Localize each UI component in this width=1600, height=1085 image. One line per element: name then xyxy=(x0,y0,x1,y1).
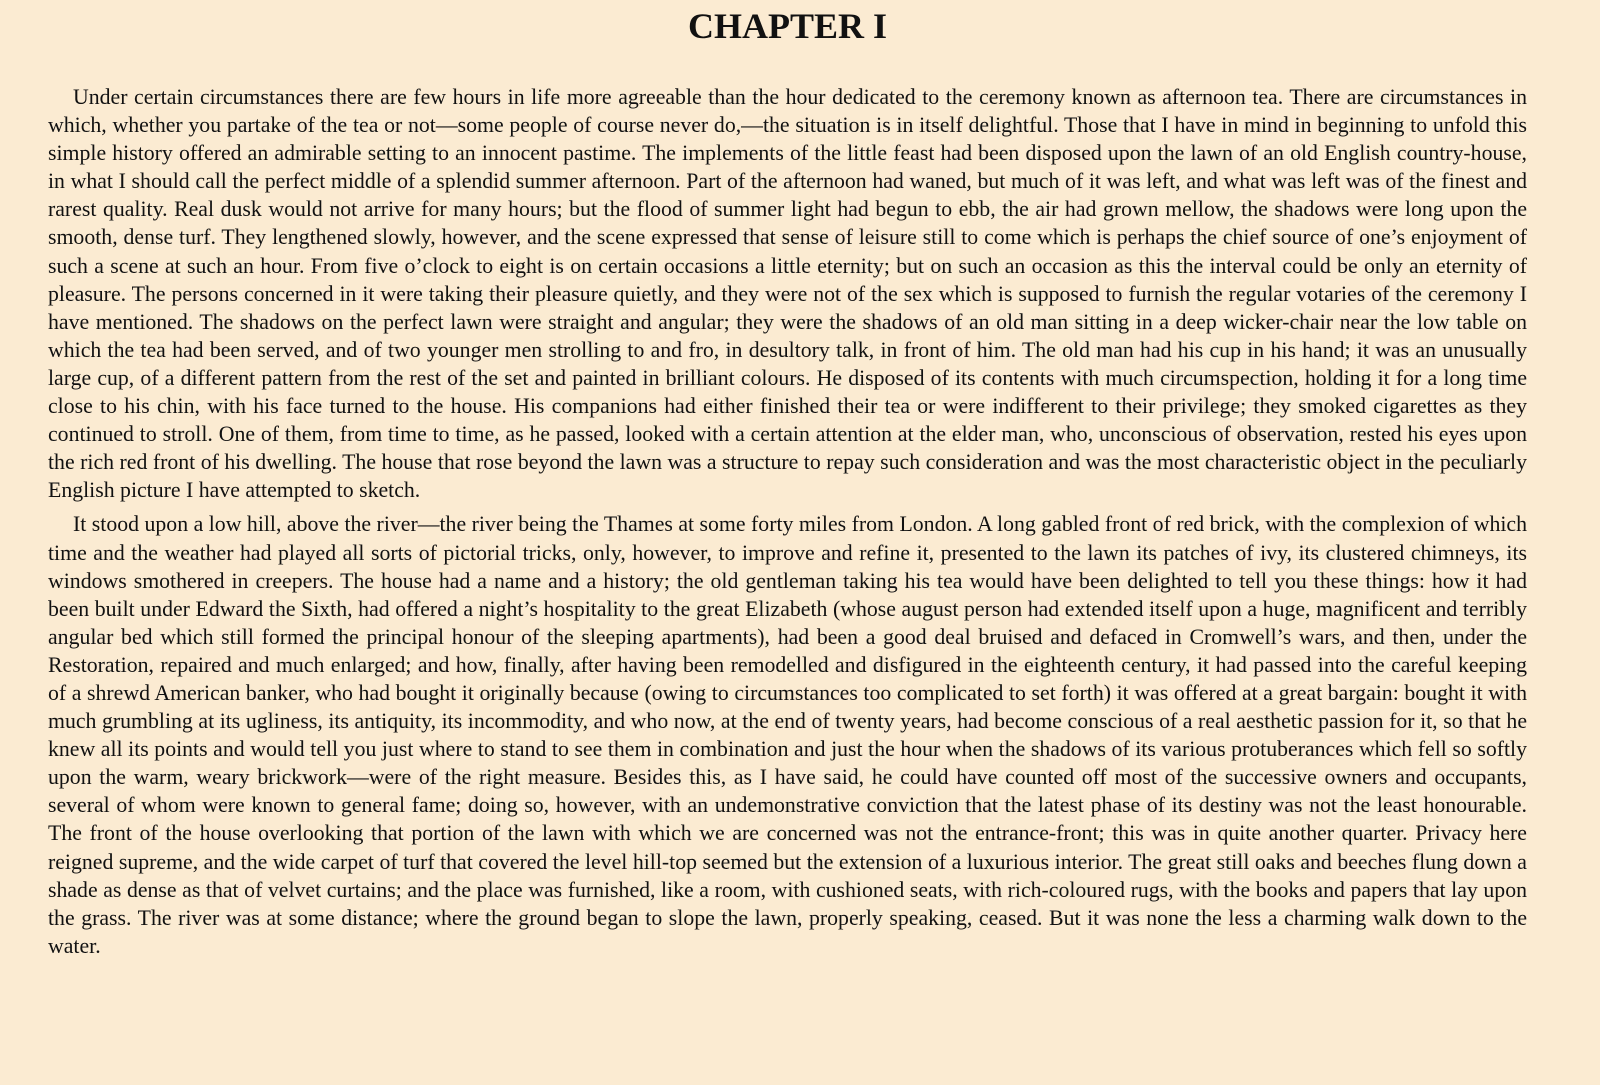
chapter-body xyxy=(48,83,1527,960)
chapter-title: CHAPTER I xyxy=(687,6,888,46)
paragraph-1: Under certain circumstances there are few hours in life more agreeable than the hour dedicated to the ceremony known as afternoon tea. There are circumstances in which, whether you partake of the tea or not—some people of course never do,—the situation is in itself delightful. Those that I have in mind in beginning to unfold this simple history offered an admirable setting to an innocent pastime. The implements of the little feast had been disposed upon the lawn of an old English country-house, in what I should call the perfect middle of a splendid summer afternoon. Part of the afternoon had waned, but much of it was left, and what was left was of the finest and rarest quality. Real dusk would not arrive for many hours; but the flood of summer light had begun to ebb, the air had grown mellow, the shadows were long upon the smooth, dense turf. They lengthened slowly, however, and the scene expressed that sense of leisure still to come which is perhaps the chief source of one’s enjoyment of such a scene at such an hour. From five o’clock to eight is on certain occasions a little eternity; but on such an occasion as this the interval could be only an eternity of pleasure. The persons concerned in it were taking their pleasure quietly, and they were not of the sex which is supposed to furnish the regular votaries of the ceremony I have mentioned. The shadows on the perfect lawn were straight and angular; they were the shadows of an old man sitting in a deep wicker-chair near the low table on which the tea had been served, and of two younger men strolling to and fro, in desultory talk, in front of him. The old man had his cup in his hand; it was an unusually large cup, of a different pattern from the rest of the set and painted in brilliant colours. He disposed of its contents with much circumspection, holding it for a long time close to his chin, with his face turned to the house. His companions had either finished their tea or were indifferent to their privilege; they smoked cigarettes as they continued to stroll. One of them, from time to time, as he passed, looked with a certain attention at the elder man, who, unconscious of observation, rested his eyes upon the rich red front of his dwelling. The house that rose beyond the lawn was a structure to repay such consideration and was the most characteristic object in the peculiarly English picture I have attempted to sketch. xyxy=(48,85,1527,503)
book-page xyxy=(48,0,1527,966)
paragraph-2: It stood upon a low hill, above the river—the river being the Thames at some forty miles from London. A long gabled front of red brick, with the complexion of which time and the weather had played all sorts of pictorial tricks, only, however, to improve and refine it, presented to the lawn its patches of ivy, its clustered chimneys, its windows smothered in creepers. The house had a name and a history; the old gentleman taking his tea would have been delighted to tell you these things: how it had been built under Edward the Sixth, had offered a night’s hospitality to the great Elizabeth (whose august person had extended itself upon a huge, magnificent and terribly angular bed which still formed the principal honour of the sleeping apartments), had been a good deal bruised and defaced in Cromwell’s wars, and then, under the Restoration, repaired and much enlarged; and how, finally, after having been remodelled and disfigured in the eighteenth century, it had passed into the careful keeping of a shrewd American banker, who had bought it originally because (owing to circumstances too complicated to set forth) it was offered at a great bargain: bought it with much grumbling at its ugliness, its antiquity, its incommodity, and who now, at the end of twenty years, had become conscious of a real aesthetic passion for it, so that he knew all its points and would tell you just where to stand to see them in combination and just the hour when the shadows of its various protuberances which fell so softly upon the warm, weary brickwork—were of the right measure. Besides this, as I have said, he could have counted off most of the successive owners and occupants, several of whom were known to general fame; doing so, however, with an undemonstrative conviction that the latest phase of its destiny was not the least honourable. The front of the house overlooking that portion of the lawn with which we are concerned was not the entrance-front; this was in quite another quarter. Privacy here reigned supreme, and the wide carpet of turf that covered the level hill-top seemed but the extension of a luxurious interior. The great still oaks and beeches flung down a shade as dense as that of velvet curtains; and the place was furnished, like a room, with cushioned seats, with rich-coloured rugs, with the books and papers that lay upon the grass. The river was at some distance; where the ground began to slope the lawn, properly speaking, ceased. But it was none the less a charming walk down to the water. xyxy=(48,512,1527,958)
